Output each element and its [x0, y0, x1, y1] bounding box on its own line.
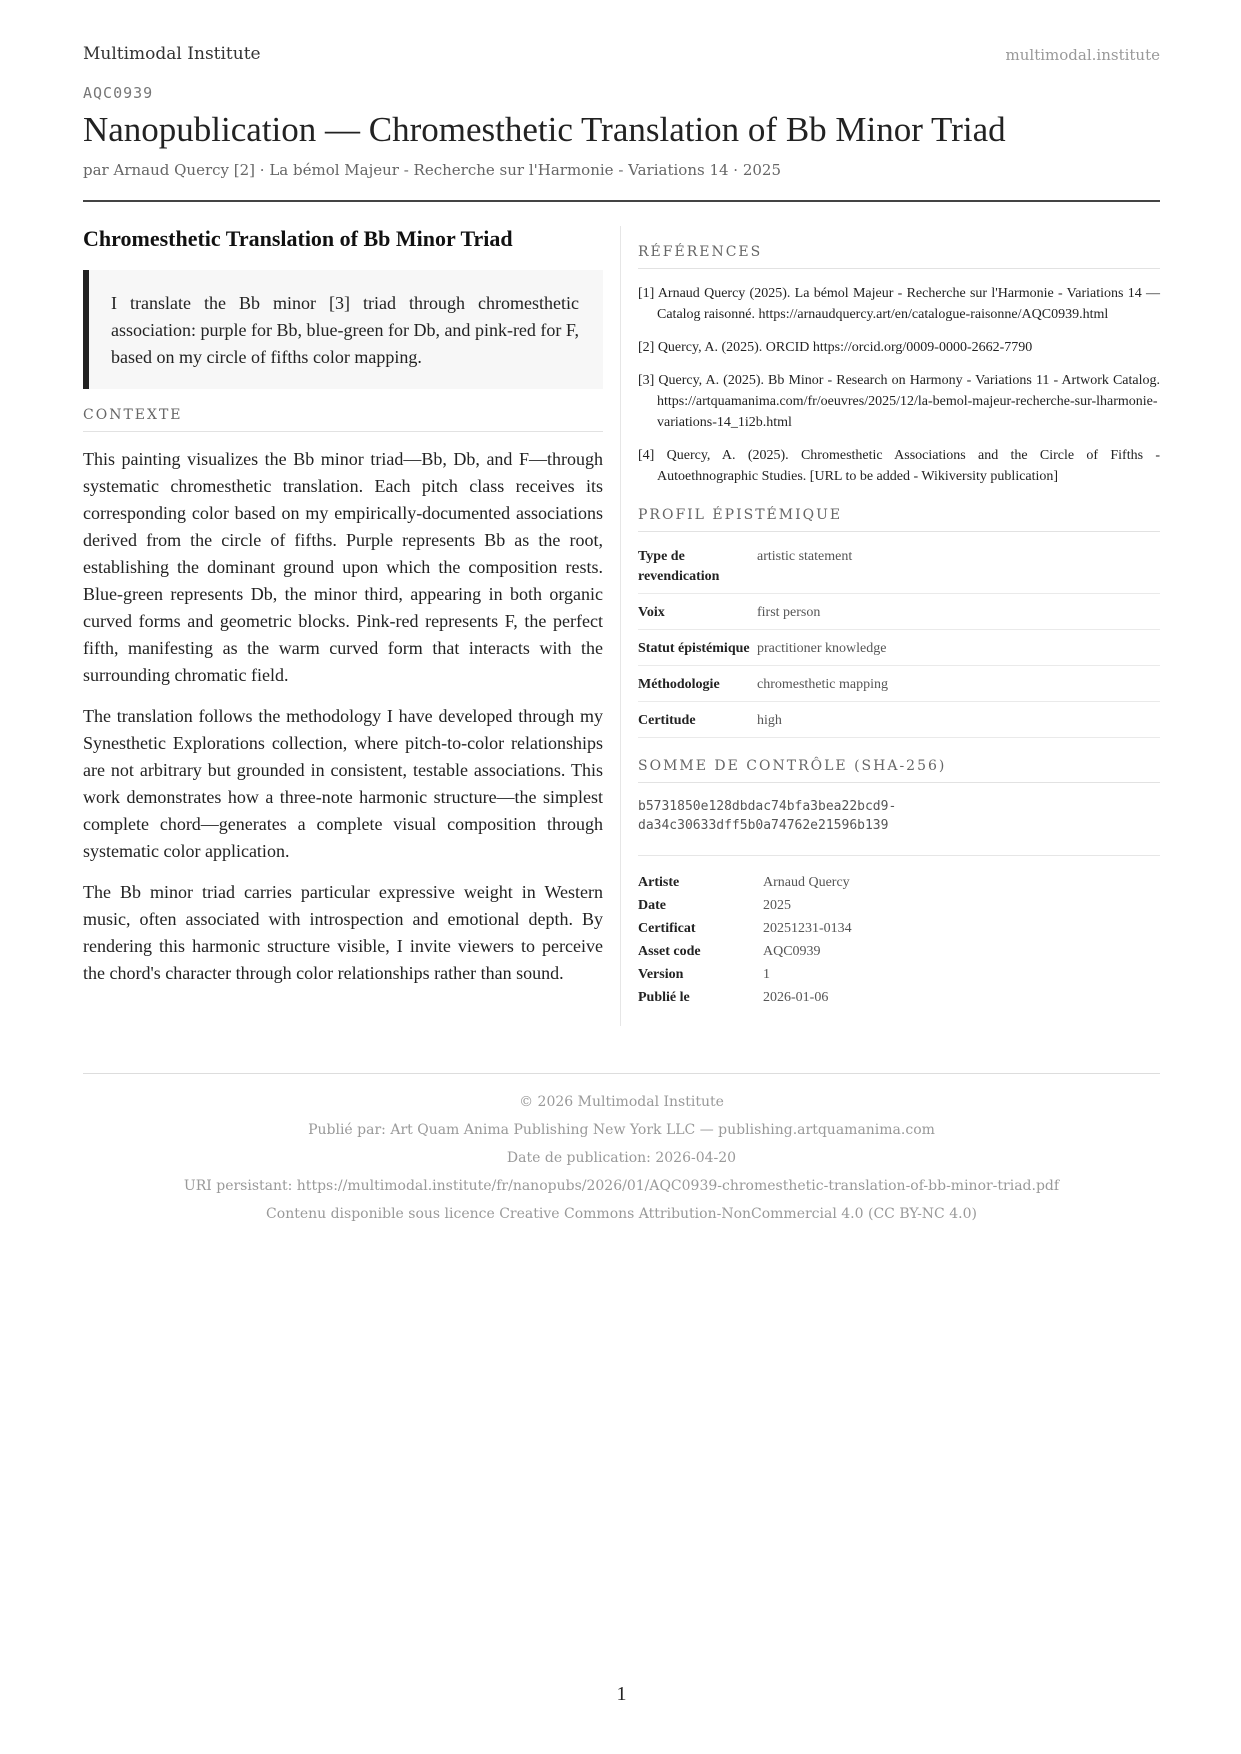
meta-key: Publié le [638, 990, 690, 1005]
references-label: RÉFÉRENCES [638, 244, 1160, 269]
page-title: Nanopublication — Chromesthetic Translation of Bb Minor Triad [83, 110, 1006, 149]
reference-item[interactable]: [2] Quercy, A. (2025). ORCID https://orcid.org/0009-0000-2662-7790 [638, 340, 1033, 355]
profile-key: Voix [638, 594, 757, 630]
epistemic-profile-table [638, 538, 1160, 738]
checksum-label: SOMME DE CONTRÔLE (SHA-256) [638, 758, 1160, 783]
table-row [638, 538, 1160, 594]
metadata-table [638, 872, 1160, 1010]
meta-key: Certificat [638, 921, 696, 936]
meta-value: Arnaud Quercy [763, 875, 850, 890]
abstract-blockquote: I translate the Bb minor [3] triad through chromesthetic association: purple for Bb, blue-green for Db, and pink-red for F, based on my circle of fifths color mapping. [83, 270, 603, 389]
context-paragraph: The translation follows the methodology I have developed through my Synesthetic Explorations collection, where pitch-to-color relationships are not arbitrary but grounded in consistent, testable associations. This work demonstrates how a three-note harmonic structure—the simplest complete chord—generates a complete visual composition through systematic color application. [83, 706, 603, 861]
header-divider [83, 200, 1160, 202]
table-row [638, 964, 1160, 987]
checksum-line: da34c30633dff5b0a74762e21596b139 [638, 818, 889, 833]
reference-item[interactable]: [3] Quercy, A. (2025). Bb Minor - Research on Harmony - Variations 11 - Artwork Catalog. https://artquamanima.com/fr/oeuvres/2025/12/la-bemol-majeur-recherche-sur-lharmonie-variations-14_1i2b.html [638, 373, 1160, 430]
meta-value: 1 [763, 967, 770, 982]
asset-code: AQC0939 [83, 84, 154, 102]
meta-key: Artiste [638, 875, 680, 890]
table-row [638, 666, 1160, 702]
meta-value: 2026-01-06 [763, 990, 829, 1005]
footer-publication-date: Date de publication: 2026-04-20 [506, 1150, 737, 1166]
epistemic-profile-label: PROFIL ÉPISTÉMIQUE [638, 507, 1160, 532]
profile-value: artistic statement [757, 538, 1160, 594]
profile-value: practitioner knowledge [757, 630, 1160, 666]
site-name[interactable]: Multimodal Institute [83, 44, 261, 64]
page [83, 0, 1160, 1754]
reference-item[interactable]: [1] Arnaud Quercy (2025). La bémol Majeur - Recherche sur l'Harmonie - Variations 14 — Catalog raisonné. https://arnaudquercy.art/en/catalogue-raisonne/AQC0939.html [638, 286, 1160, 322]
table-row [638, 702, 1160, 738]
profile-value: first person [757, 594, 1160, 630]
references-list [638, 283, 1160, 487]
content-title: Chromesthetic Translation of Bb Minor Triad [83, 226, 513, 251]
profile-key: Type de revendication [638, 538, 757, 594]
main-content [83, 226, 603, 987]
sidebar [638, 226, 1160, 1010]
footer [83, 1092, 1160, 1232]
meta-value: 2025 [763, 898, 791, 913]
profile-key: Méthodologie [638, 666, 757, 702]
table-row [638, 594, 1160, 630]
meta-key: Asset code [638, 944, 701, 959]
reference-item[interactable]: [4] Quercy, A. (2025). Chromesthetic Associations and the Circle of Fifths - Autoethnographic Studies. [URL to be added - Wikiversity publication] [638, 448, 1160, 484]
meta-value: AQC0939 [763, 944, 821, 959]
footer-copyright: © 2026 Multimodal Institute [519, 1094, 724, 1110]
byline: par Arnaud Quercy [2] · La bémol Majeur - Recherche sur l'Harmonie - Variations 14 · 2025 [83, 161, 782, 179]
context-paragraph: The Bb minor triad carries particular expressive weight in Western music, often associated with introspection and emotional depth. By rendering this harmonic structure visible, I invite viewers to perceive the chord's character through color relationships rather than sound. [83, 882, 603, 983]
column-divider [620, 226, 621, 1026]
footer-divider [83, 1073, 1160, 1074]
table-row [638, 895, 1160, 918]
context-section-label: CONTEXTE [83, 407, 603, 432]
meta-value: 20251231-0134 [763, 921, 852, 936]
footer-publisher[interactable]: Publié par: Art Quam Anima Publishing New York LLC — publishing.artquamanima.com [308, 1122, 935, 1138]
table-row [638, 941, 1160, 964]
page-number: 1 [616, 1683, 627, 1705]
table-row [638, 872, 1160, 895]
table-row [638, 987, 1160, 1010]
meta-key: Version [638, 967, 684, 982]
context-paragraph: This painting visualizes the Bb minor triad—Bb, Db, and F—through systematic chromesthetic translation. Each pitch class receives its corresponding color based on my empirically-documented associations derived from the circle of fifths. Purple represents Bb as the root, establishing the dominant ground upon which the composition rests. Blue-green represents Db, the minor third, appearing in both organic curved forms and geometric blocks. Pink-red represents F, the perfect fifth, manifesting as the warm curved form that interacts with the surrounding chromatic field. [83, 449, 603, 685]
site-domain-link[interactable]: multimodal.institute [1005, 46, 1160, 64]
table-row [638, 630, 1160, 666]
profile-value: chromesthetic mapping [757, 666, 1160, 702]
checksum-line: b5731850e128dbdac74bfa3bea22bcd9- [638, 799, 897, 814]
footer-license: Contenu disponible sous licence Creative Commons Attribution-NonCommercial 4.0 (CC BY-NC 4.0) [266, 1206, 977, 1222]
table-row [638, 918, 1160, 941]
profile-key: Certitude [638, 702, 757, 738]
profile-key: Statut épistémique [638, 630, 757, 666]
site-header [83, 44, 1160, 68]
checksum-value [638, 797, 1160, 856]
profile-value: high [757, 702, 1160, 738]
meta-key: Date [638, 898, 666, 913]
footer-persistent-uri[interactable]: URI persistant: https://multimodal.institute/fr/nanopubs/2026/01/AQC0939-chromesthetic-translation-of-bb-minor-triad.pdf [183, 1178, 1060, 1194]
